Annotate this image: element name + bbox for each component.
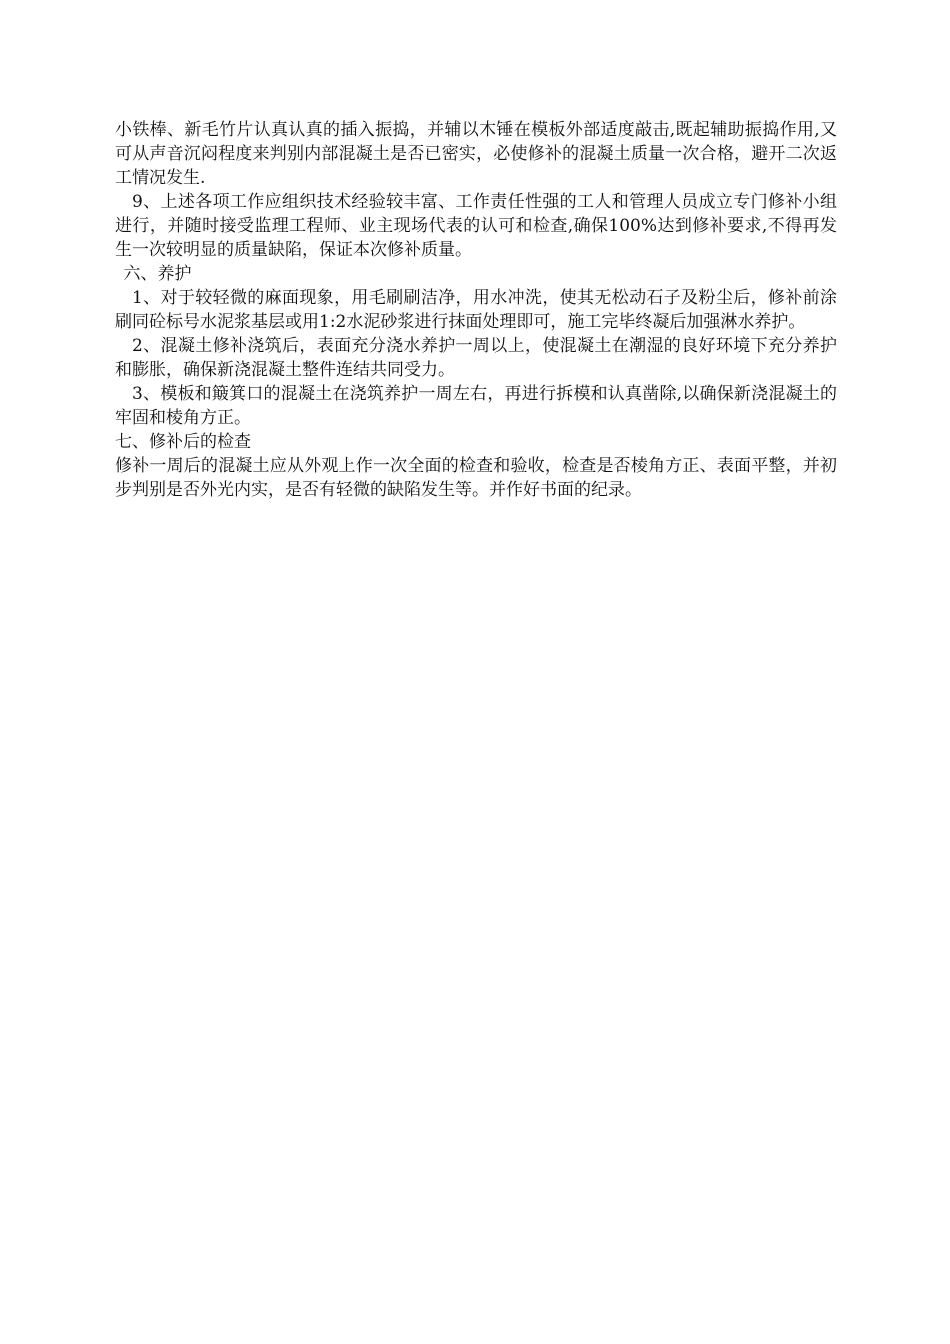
paragraph-curing-item-2: 2、混凝土修补浇筑后，表面充分浇水养护一周以上，使混凝土在潮湿的良好环境下充分养护和膨胀，确保新浇混凝土整件连结共同受力。 xyxy=(115,336,837,380)
paragraph-item-9-repair-team: 9、上述各项工作应组织技术经验较丰富、工作责任性强的工人和管理人员成立专门修补小组进行，并随时接受监理工程师、业主现场代表的认可和检查,确保100%达到修补要求,不得再发生一次较明显的质量缺陷，保证本次修补质量。 xyxy=(115,192,837,260)
section-heading-curing: 六、养护 xyxy=(123,264,192,284)
section-heading-inspection: 七、修补后的检查 xyxy=(115,432,251,452)
document-body xyxy=(115,118,837,502)
paragraph-vibration-continued: 小铁棒、新毛竹片认真认真的插入振捣，并辅以木锤在模板外部适度敲击,既起辅助振捣作用,又可从声音沉闷程度来判别内部混凝土是否已密实，必使修补的混凝土质量一次合格，避开二次返工情况发生. xyxy=(115,120,837,188)
paragraph-inspection: 修补一周后的混凝土应从外观上作一次全面的检查和验收，检查是否棱角方正、表面平整，并初步判别是否外光内实，是否有轻微的缺陷发生等。并作好书面的纪录。 xyxy=(115,456,837,500)
paragraph-curing-item-3: 3、模板和簸箕口的混凝土在浇筑养护一周左右，再进行拆模和认真凿除,以确保新浇混凝土的牢固和棱角方正。 xyxy=(115,384,837,428)
paragraph-curing-item-1: 1、对于较轻微的麻面现象，用毛刷刷洁净，用水冲洗，使其无松动石子及粉尘后，修补前涂刷同砼标号水泥浆基层或用1:2水泥砂浆进行抹面处理即可，施工完毕终凝后加强淋水养护。 xyxy=(115,288,837,332)
